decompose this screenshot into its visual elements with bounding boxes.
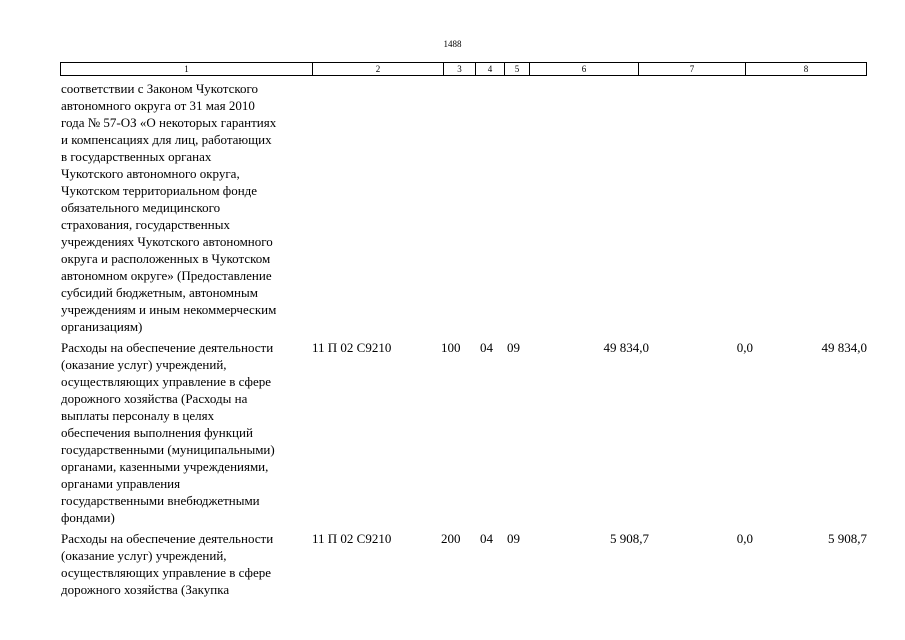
amount-col6: 49 834,0 xyxy=(603,340,649,355)
text-line: страхования, государственных xyxy=(61,217,230,232)
amount-col7: 0,0 xyxy=(736,531,753,546)
text-line: Чукотского автономного округа, xyxy=(61,166,240,181)
target-article-code: 11 П 02 С9210 xyxy=(312,340,392,355)
amount-col6: 5 908,7 xyxy=(610,531,649,546)
text-line: государственными (муниципальными) xyxy=(61,442,275,457)
header-col-5: 5 xyxy=(505,63,530,76)
text-line: автономном округе» (Предоставление xyxy=(61,268,272,283)
text-line: года № 57-ОЗ «О некоторых гарантиях xyxy=(61,115,277,130)
text-line: учреждениях Чукотского автономного xyxy=(61,234,273,249)
text-line: дорожного хозяйства (Расходы на xyxy=(61,391,248,406)
header-col-4: 4 xyxy=(476,63,505,76)
text-line: (оказание услуг) учреждений, xyxy=(61,548,227,563)
section-code: 04 xyxy=(480,340,493,355)
header-col-3: 3 xyxy=(444,63,476,76)
text-line: выплаты персоналу в целях xyxy=(61,408,215,423)
header-col-8: 8 xyxy=(746,63,867,76)
text-line: фондами) xyxy=(61,510,115,525)
target-article-code: 11 П 02 С9210 xyxy=(312,531,392,546)
header-col-7: 7 xyxy=(639,63,746,76)
expense-type-code: 200 xyxy=(441,531,461,546)
text-line: осуществляющих управление в сфере xyxy=(61,374,272,389)
header-col-1: 1 xyxy=(61,63,313,76)
row-description xyxy=(61,530,311,598)
column-number-header xyxy=(60,62,867,76)
amount-col8: 49 834,0 xyxy=(821,340,867,355)
subsection-code: 09 xyxy=(507,531,520,546)
text-line: осуществляющих управление в сфере xyxy=(61,565,272,580)
text-line: округа и расположенных в Чукотском xyxy=(61,251,271,266)
text-line: учреждениям и иным некоммерческим xyxy=(61,302,277,317)
text-line: в государственных органах xyxy=(61,149,212,164)
text-line: обеспечения выполнения функций xyxy=(61,425,253,440)
text-line: Чукотском территориальном фонде xyxy=(61,183,258,198)
header-col-2: 2 xyxy=(313,63,444,76)
amount-col8: 5 908,7 xyxy=(828,531,867,546)
text-line: государственными внебюджетными xyxy=(61,493,260,508)
text-line: организациям) xyxy=(61,319,143,334)
amount-col7: 0,0 xyxy=(736,340,753,355)
expense-type-code: 100 xyxy=(441,340,461,355)
text-line: (оказание услуг) учреждений, xyxy=(61,357,227,372)
text-line: Расходы на обеспечение деятельности xyxy=(61,340,274,355)
text-line: Расходы на обеспечение деятельности xyxy=(61,531,274,546)
row-description xyxy=(61,339,311,526)
text-line: органами управления xyxy=(61,476,181,491)
text-line: субсидий бюджетным, автономным xyxy=(61,285,258,300)
header-col-6: 6 xyxy=(530,63,639,76)
text-line: и компенсациях для лиц, работающих xyxy=(61,132,272,147)
text-line: соответствии с Законом Чукотского xyxy=(61,81,259,96)
section-code: 04 xyxy=(480,531,493,546)
text-line: органами, казенными учреждениями, xyxy=(61,459,269,474)
text-line: дорожного хозяйства (Закупка xyxy=(61,582,230,597)
continuation-description xyxy=(61,80,311,335)
subsection-code: 09 xyxy=(507,340,520,355)
text-line: автономного округа от 31 мая 2010 xyxy=(61,98,255,113)
page-number: 1488 xyxy=(443,39,462,49)
text-line: обязательного медицинского xyxy=(61,200,221,215)
